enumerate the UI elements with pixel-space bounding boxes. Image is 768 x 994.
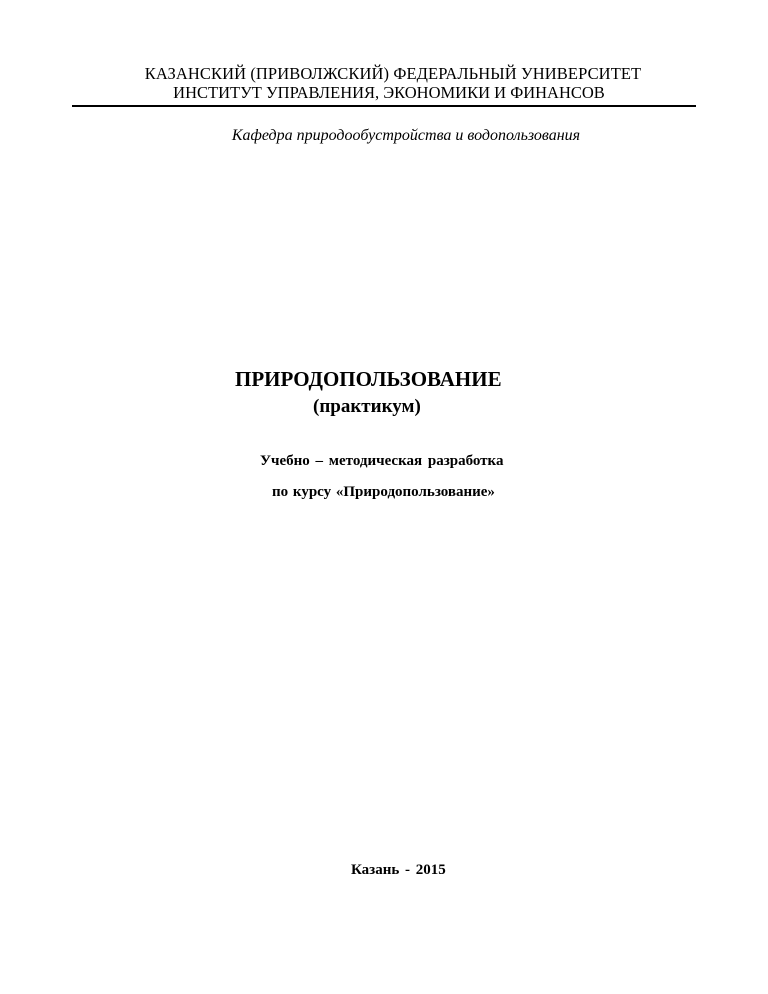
city-year: Казань - 2015 — [351, 862, 446, 878]
document-title: ПРИРОДОПОЛЬЗОВАНИЕ — [235, 367, 502, 391]
institute-name: ИНСТИТУТ УПРАВЛЕНИЯ, ЭКОНОМИКИ И ФИНАНСОВ — [173, 83, 605, 102]
header-divider — [72, 105, 696, 107]
description-line-2: по курсу «Природопользование» — [272, 484, 495, 500]
university-name: КАЗАНСКИЙ (ПРИВОЛЖСКИЙ) ФЕДЕРАЛЬНЫЙ УНИВЕРСИТЕТ — [144, 64, 642, 83]
description-line-1: Учебно – методическая разработка — [260, 453, 504, 469]
department-name: Кафедра природообустройства и водопользования — [231, 127, 581, 144]
document-subtitle: (практикум) — [313, 396, 421, 417]
